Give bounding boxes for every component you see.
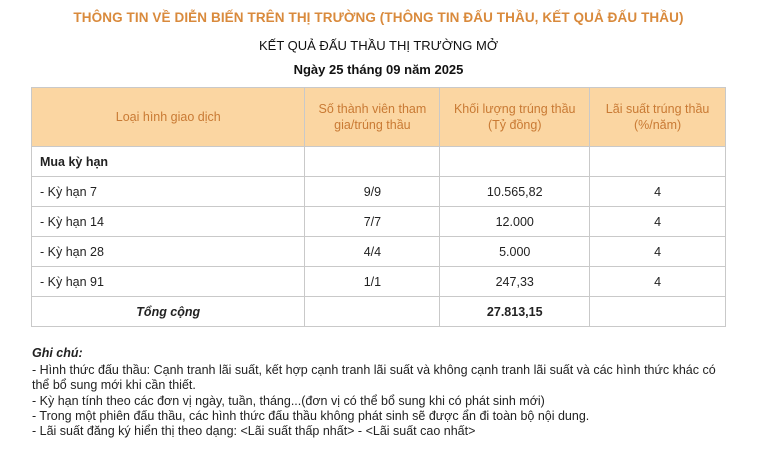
table-row <box>32 267 726 297</box>
column-header-members: Số thành viên tham gia/trúng thầu <box>305 88 440 147</box>
notes-title: Ghi chú: <box>32 346 83 360</box>
column-header-volume: Khối lượng trúng thầu (Tỷ đồng) <box>440 88 590 147</box>
table-cell-empty <box>305 297 440 327</box>
page-title: THÔNG TIN VỀ DIỄN BIẾN TRÊN THỊ TRƯỜNG (THÔNG TIN ĐẤU THẦU, KẾT QUẢ ĐẤU THẦU) <box>73 10 684 25</box>
note-line: - Hình thức đấu thầu: Cạnh tranh lãi suất, kết hợp cạnh tranh lãi suất và không cạnh tranh lãi suất và các hình thức khác có thể bổ sung mới khi cần thiết. <box>32 363 716 393</box>
table-row <box>32 237 726 267</box>
total-volume-value: 27.813,15 <box>440 297 590 327</box>
members-value: 9/9 <box>305 177 440 207</box>
table-row <box>32 207 726 237</box>
volume-value: 12.000 <box>440 207 590 237</box>
page-subtitle: KẾT QUẢ ĐẤU THẦU THỊ TRƯỜNG MỞ <box>258 38 498 53</box>
table-cell-empty <box>590 147 726 177</box>
column-header-transaction-type: Loại hình giao dịch <box>32 88 305 147</box>
term-label: - Kỳ hạn 14 <box>32 207 305 237</box>
group-label: Mua kỳ hạn <box>32 147 305 177</box>
members-value: 7/7 <box>305 207 440 237</box>
volume-value: 10.565,82 <box>440 177 590 207</box>
term-label: - Kỳ hạn 7 <box>32 177 305 207</box>
table-cell-empty <box>440 147 590 177</box>
term-label: - Kỳ hạn 91 <box>32 267 305 297</box>
members-value: 4/4 <box>305 237 440 267</box>
term-label: - Kỳ hạn 28 <box>32 237 305 267</box>
rate-value: 4 <box>590 207 726 237</box>
column-header-rate: Lãi suất trúng thầu (%/năm) <box>590 88 726 147</box>
note-line: - Kỳ hạn tính theo các đơn vị ngày, tuần, tháng...(đơn vị có thể bổ sung khi có phát sinh mới) <box>32 393 545 408</box>
table-cell-empty <box>305 147 440 177</box>
table-header-row <box>32 88 726 147</box>
volume-value: 247,33 <box>440 267 590 297</box>
table-group-row <box>32 147 726 177</box>
note-line: - Trong một phiên đấu thầu, các hình thức đấu thầu không phát sinh sẽ được ẩn đi toàn bộ nội dung. <box>32 408 590 423</box>
notes-section <box>32 346 732 439</box>
members-value: 1/1 <box>305 267 440 297</box>
rate-value: 4 <box>590 177 726 207</box>
volume-value: 5.000 <box>440 237 590 267</box>
rate-value: 4 <box>590 237 726 267</box>
table-cell-empty <box>590 297 726 327</box>
auction-date: Ngày 25 tháng 09 năm 2025 <box>293 62 464 77</box>
total-label: Tổng cộng <box>32 297 305 327</box>
table-row <box>32 177 726 207</box>
table-total-row <box>32 297 726 327</box>
rate-value: 4 <box>590 267 726 297</box>
auction-results-table <box>31 87 726 327</box>
note-line: - Lãi suất đăng ký hiển thị theo dạng: <Lãi suất thấp nhất> - <Lãi suất cao nhất> <box>32 424 476 439</box>
